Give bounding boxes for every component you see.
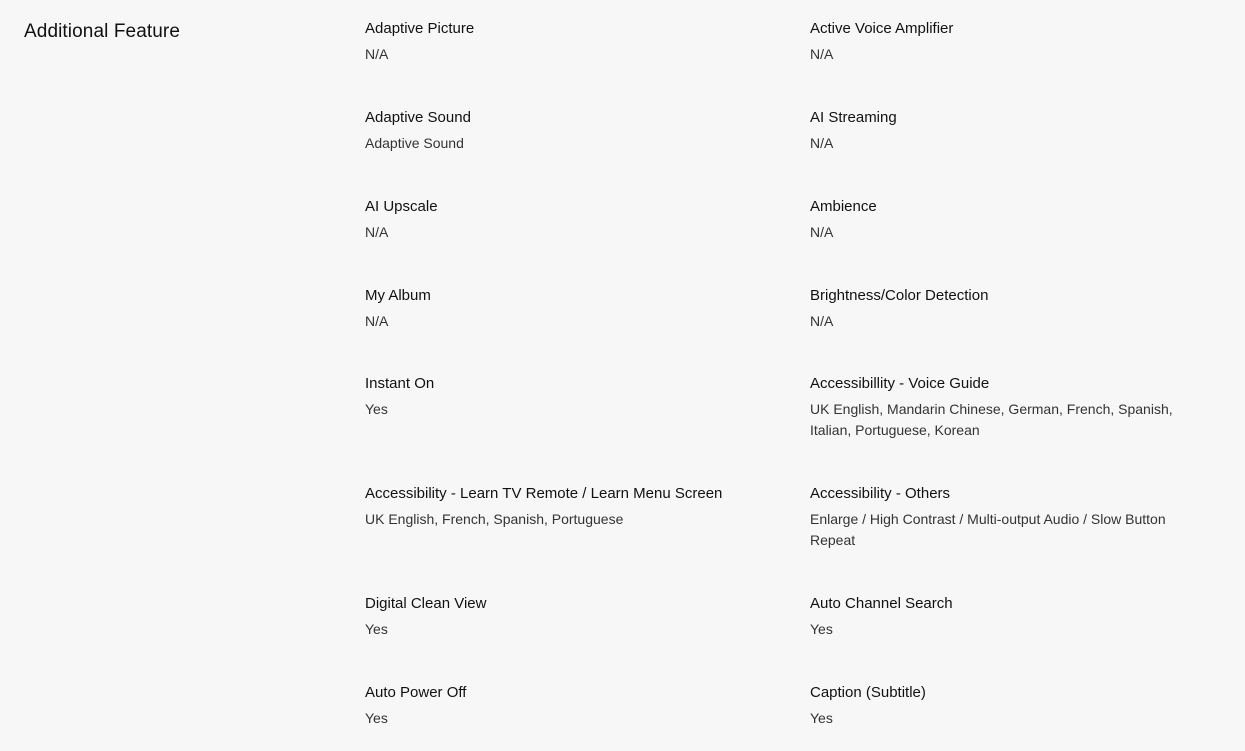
spec-item: [810, 594, 1210, 640]
spec-value: Adaptive Sound: [365, 135, 464, 151]
spec-value: Enlarge / High Contrast / Multi-output Audio / Slow Button Repeat: [810, 511, 1166, 548]
spec-name: Adaptive Picture: [365, 20, 475, 37]
spec-value: Yes: [810, 710, 833, 726]
spec-name: AI Streaming: [810, 109, 897, 126]
spec-value: N/A: [810, 224, 834, 240]
spec-value: Yes: [810, 621, 833, 637]
spec-item: [365, 484, 765, 530]
spec-value: N/A: [365, 224, 389, 240]
spec-value: UK English, French, Spanish, Portuguese: [365, 511, 624, 527]
spec-value: Yes: [365, 621, 388, 637]
spec-item: [810, 484, 1210, 551]
spec-item: [810, 19, 1210, 65]
spec-item: [365, 374, 765, 420]
spec-name: Digital Clean View: [365, 595, 487, 612]
spec-value: N/A: [365, 46, 389, 62]
section-title: Additional Feature: [24, 21, 181, 42]
spec-name: Auto Channel Search: [810, 595, 953, 612]
spec-name: Accessibility - Others: [810, 485, 951, 502]
spec-item: [365, 286, 765, 332]
spec-value: Yes: [365, 710, 388, 726]
spec-value: N/A: [365, 313, 389, 329]
spec-name: Accessibility - Learn TV Remote / Learn Menu Screen: [365, 485, 723, 502]
spec-item: [810, 286, 1210, 332]
spec-value: N/A: [810, 313, 834, 329]
spec-name: Ambience: [810, 198, 877, 215]
spec-item: [365, 19, 765, 65]
spec-item: [365, 594, 765, 640]
spec-name: Active Voice Amplifier: [810, 20, 954, 37]
spec-name: Adaptive Sound: [365, 109, 471, 126]
spec-item: [810, 683, 1210, 729]
spec-item: [810, 197, 1210, 243]
spec-name: Caption (Subtitle): [810, 684, 926, 701]
spec-value: N/A: [810, 135, 834, 151]
spec-item: [365, 108, 765, 154]
spec-item: [365, 683, 765, 729]
spec-item: [810, 374, 1210, 441]
spec-name: AI Upscale: [365, 198, 438, 215]
spec-value: Yes: [365, 401, 388, 417]
spec-name: Instant On: [365, 375, 435, 392]
spec-item: [810, 108, 1210, 154]
spec-name: Brightness/Color Detection: [810, 287, 989, 304]
spec-name: My Album: [365, 287, 431, 304]
spec-name: Auto Power Off: [365, 684, 467, 701]
spec-name: Accessibillity - Voice Guide: [810, 375, 990, 392]
spec-value: N/A: [810, 46, 834, 62]
spec-item: [365, 197, 765, 243]
spec-value: UK English, Mandarin Chinese, German, French, Spanish, Italian, Portuguese, Korean: [810, 401, 1173, 438]
